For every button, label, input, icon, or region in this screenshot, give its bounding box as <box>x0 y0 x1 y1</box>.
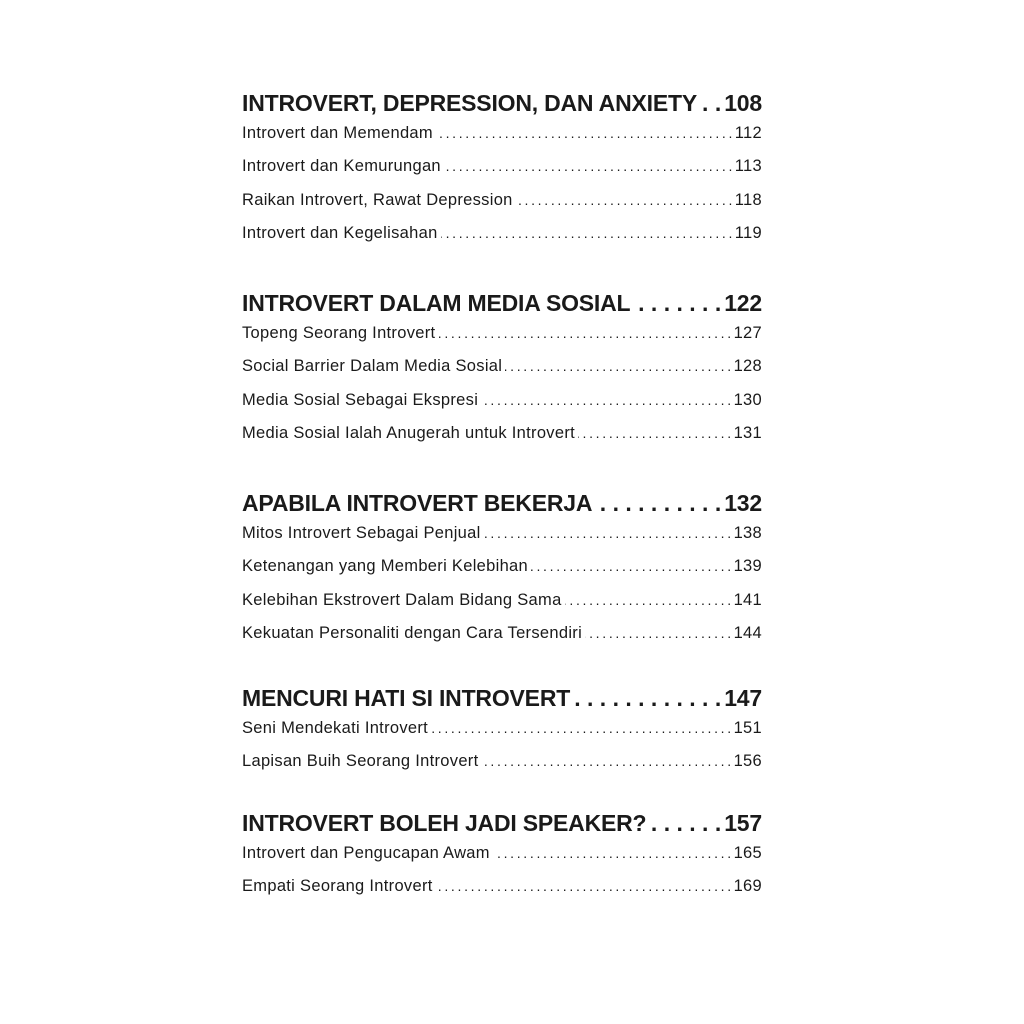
entry-page-number: 156 <box>733 752 762 771</box>
entry-page-number: 113 <box>734 157 762 176</box>
chapter-title: APABILA INTROVERT BEKERJA <box>242 490 593 516</box>
toc-entry <box>242 752 762 785</box>
entry-page-number: 119 <box>734 223 762 242</box>
dot-leader <box>438 325 730 341</box>
toc-chapter-heading <box>242 490 762 524</box>
entry-title: Introvert dan Kegelisahan <box>242 223 438 242</box>
entry-page-number: 127 <box>733 324 762 342</box>
toc-section <box>242 685 762 786</box>
toc-entry <box>242 391 762 424</box>
toc-entry <box>242 719 762 752</box>
entry-page-number: 128 <box>733 357 762 376</box>
entry-title: Kekuatan Personaliti dengan Cara Tersendiri <box>242 623 583 642</box>
toc-entry <box>242 124 762 157</box>
entry-page-number: 144 <box>733 623 762 642</box>
entry-page-number: 165 <box>733 844 762 862</box>
toc-chapter-heading <box>242 290 762 324</box>
entry-title: Lapisan Buih Seorang Introvert <box>242 752 479 771</box>
chapter-title: INTROVERT DALAM MEDIA SOSIAL <box>242 290 631 316</box>
dot-leader <box>565 592 731 608</box>
chapter-page-number: 157 <box>724 810 762 836</box>
entry-page-number: 138 <box>733 524 762 542</box>
dot-leader <box>436 125 732 141</box>
toc-entry <box>242 357 762 390</box>
entry-title: Introvert dan Pengucapan Awam <box>242 844 490 862</box>
toc-entry <box>242 157 762 190</box>
entry-page-number: 112 <box>734 124 762 142</box>
dot-leader <box>578 425 731 441</box>
toc-chapter-heading <box>242 810 762 844</box>
dot-leader <box>516 192 732 208</box>
dot-leader <box>700 90 721 117</box>
toc-entry <box>242 524 762 557</box>
toc-entry <box>242 224 762 257</box>
toc-entry <box>242 877 762 910</box>
entry-page-number: 118 <box>734 190 762 209</box>
dot-leader <box>436 878 731 894</box>
toc-chapter-heading <box>242 90 762 124</box>
chapter-title: INTROVERT, DEPRESSION, DAN ANXIETY <box>242 90 697 116</box>
chapter-title: MENCURI HATI SI INTROVERT <box>242 685 571 711</box>
entry-title: Empati Seorang Introvert <box>242 877 433 896</box>
dot-leader <box>649 810 721 837</box>
entry-title: Kelebihan Ekstrovert Dalam Bidang Sama <box>242 590 562 609</box>
dot-leader <box>484 525 731 541</box>
dot-leader <box>595 490 721 517</box>
entry-title: Media Sosial Ialah Anugerah untuk Introvert <box>242 423 576 442</box>
dot-leader <box>505 358 730 374</box>
entry-page-number: 130 <box>733 390 762 409</box>
entry-title: Raikan Introvert, Rawat Depression <box>242 190 513 209</box>
chapter-page-number: 108 <box>724 90 762 116</box>
dot-leader <box>493 845 731 861</box>
toc-entry <box>242 324 762 357</box>
toc-section <box>242 810 762 911</box>
entry-title: Topeng Seorang Introvert <box>242 324 436 342</box>
dot-leader <box>573 685 721 712</box>
dot-leader <box>633 290 721 317</box>
toc-entry <box>242 424 762 457</box>
toc-entry <box>242 624 762 657</box>
entry-page-number: 139 <box>733 557 762 576</box>
toc-chapter-heading <box>242 685 762 719</box>
chapter-page-number: 122 <box>724 290 762 316</box>
toc-entry <box>242 557 762 590</box>
toc-entry <box>242 844 762 877</box>
dot-leader <box>481 753 730 769</box>
dot-leader <box>531 558 731 574</box>
toc-entry <box>242 191 762 224</box>
entry-title: Media Sosial Sebagai Ekspresi <box>242 390 479 409</box>
chapter-page-number: 132 <box>724 490 762 516</box>
entry-page-number: 141 <box>733 590 762 609</box>
entry-page-number: 169 <box>733 877 762 896</box>
entry-title: Ketenangan yang Memberi Kelebihan <box>242 557 529 576</box>
entry-title: Mitos Introvert Sebagai Penjual <box>242 524 481 542</box>
entry-title: Social Barrier Dalam Media Sosial <box>242 357 503 376</box>
dot-leader <box>441 225 732 241</box>
dot-leader <box>481 392 730 408</box>
toc-section <box>242 90 762 257</box>
dot-leader <box>585 625 731 641</box>
toc-entry <box>242 591 762 624</box>
chapter-page-number: 147 <box>724 685 762 711</box>
entry-title: Introvert dan Kemurungan <box>242 157 441 176</box>
dot-leader <box>431 720 731 736</box>
entry-title: Introvert dan Memendam <box>242 124 433 142</box>
entry-page-number: 151 <box>733 719 762 737</box>
dot-leader <box>444 158 732 174</box>
toc-section <box>242 490 762 657</box>
chapter-title: INTROVERT BOLEH JADI SPEAKER? <box>242 810 647 836</box>
toc-section <box>242 290 762 457</box>
entry-page-number: 131 <box>733 423 762 442</box>
entry-title: Seni Mendekati Introvert <box>242 719 429 737</box>
